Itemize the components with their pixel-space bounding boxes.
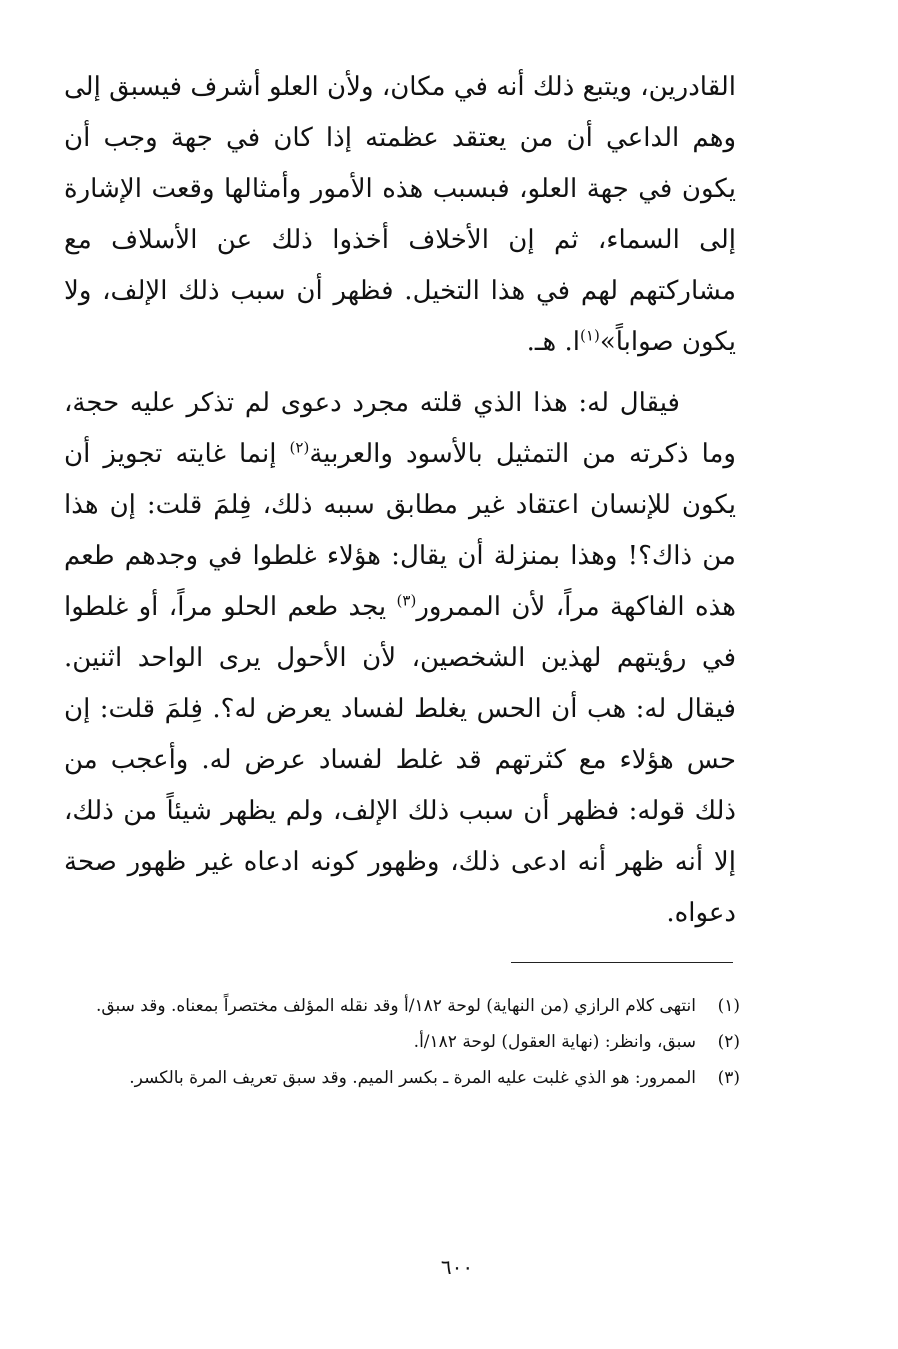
paragraph-2-text-a: فيقال له: هذا الذي قلته مجرد دعوى لم تذكر عليه حجة، وما ذكرته من التمثيل بالأسود والعربية: [64, 388, 736, 469]
paragraph-1-tail: ا. هـ.: [526, 327, 581, 357]
footnote-number: (٢): [717, 1032, 740, 1052]
footnote-2: [60, 1026, 740, 1059]
footnote-3: [60, 1062, 740, 1095]
footnote-ref-3[interactable]: (٣): [396, 591, 417, 610]
paragraph-2-text-b: إنما غايته تجويز أن يكون للإنسان اعتقاد غير مطابق سببه ذلك، فِلمَ قلت: إن هذا من ذاك؟! وهذا بمنزلة أن يقال: هؤلاء غلطوا في وجدهم طعم هذه الفاكهة مراً، لأن الممرور: [64, 439, 736, 622]
paragraph-1: [64, 62, 736, 368]
footnote-number: (١): [717, 996, 740, 1016]
footnotes: [60, 990, 740, 1098]
footnote-ref-1[interactable]: (١): [580, 326, 600, 345]
paragraph-2: [64, 378, 736, 939]
footnote-1: [60, 990, 740, 1023]
page-number: ٦٠٠: [440, 1255, 474, 1279]
footnote-ref-2[interactable]: (٢): [289, 438, 310, 457]
footnote-number: (٣): [717, 1068, 740, 1088]
footnote-text: الممرور: هو الذي غلبت عليه المرة ـ بكسر الميم. وقد سبق تعريف المرة بالكسر.: [129, 1068, 696, 1088]
paragraph-2-text-c: يجد طعم الحلو مراً، أو غلطوا في رؤيتهم لهذين الشخصين، لأن الأحول يرى الواحد اثنين. فيقال له: هب أن الحس يغلط لفساد يعرض له؟. فِلمَ قلت: إن حس هؤلاء مع كثرتهم قد غلط لفساد عرض له. وأعجب من ذلك قوله: فظهر أن سبب ذلك الإلف، ولم يظهر شيئاً من ذلك، إلا أنه ظهر أنه ادعى ذلك، وظهور كونه ادعاه غير ظهور صحة دعواه.: [64, 592, 736, 928]
paragraph-1-text: القادرين، ويتبع ذلك أنه في مكان، ولأن العلو أشرف فيسبق إلى وهم الداعي أن من يعتقد عظمته إذا كان في جهة وجب أن يكون في جهة العلو، فبسبب هذه الأمور وأمثالها وقعت الإشارة إلى السماء، ثم إن الأخلاف أخذوا ذلك عن الأسلاف مع مشاركتهم لهم في هذا التخيل. فظهر أن سبب ذلك الإلف، ولا يكون صواباً»: [64, 72, 736, 357]
footnote-separator: [511, 962, 733, 963]
footnote-text: انتهى كلام الرازي (من النهاية) لوحة ١٨٢/أ وقد نقله المؤلف مختصراً بمعناه. وقد سبق.: [95, 996, 696, 1016]
footnote-text: سبق، وانظر: (نهاية العقول) لوحة ١٨٢/أ.: [413, 1032, 696, 1052]
